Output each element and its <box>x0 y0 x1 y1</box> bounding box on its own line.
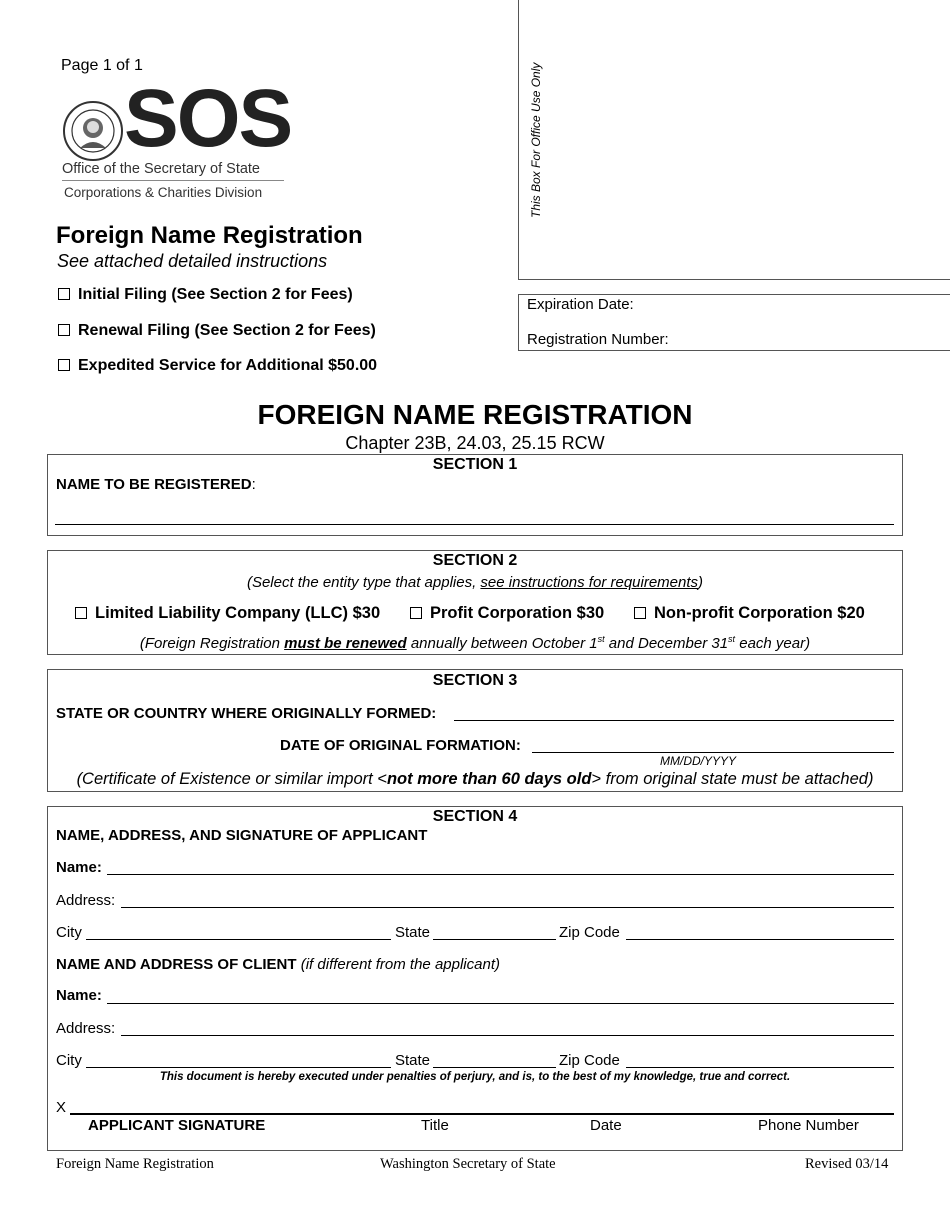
applicant-state-field[interactable] <box>433 939 556 940</box>
office-name: Office of the Secretary of State <box>62 161 261 177</box>
client-zip-field[interactable] <box>626 1067 894 1068</box>
sos-logo <box>62 73 292 206</box>
llc-option[interactable]: Limited Liability Company (LLC) $30 <box>75 604 380 623</box>
title-label: Title <box>421 1117 449 1134</box>
nonprofit-corp-checkbox[interactable] <box>634 607 646 619</box>
certificate-note: (Certificate of Existence or similar import <not more than 60 days old> from original state must be attached) <box>76 770 874 788</box>
client-city-label: City <box>56 1052 82 1069</box>
expiration-date-label: Expiration Date: <box>527 296 634 313</box>
client-address-field[interactable] <box>121 1035 894 1036</box>
form-subtitle: See attached detailed instructions <box>57 251 328 271</box>
renewal-note: (Foreign Registration must be renewed annually between October 1st and December 31st each year) <box>139 634 811 652</box>
applicant-state-label: State <box>395 924 431 941</box>
client-state-field[interactable] <box>433 1067 556 1068</box>
state-seal-icon <box>62 100 124 162</box>
initial-filing-checkbox[interactable] <box>58 288 70 300</box>
section-4-heading: SECTION 4 <box>432 808 518 825</box>
division-name: Corporations & Charities Division <box>64 185 263 200</box>
signature-x-mark: X <box>56 1099 67 1116</box>
footer-agency: Washington Secretary of State <box>380 1156 556 1172</box>
applicant-heading: NAME, ADDRESS, AND SIGNATURE OF APPLICANT <box>56 827 428 844</box>
applicant-zip-field[interactable] <box>626 939 894 940</box>
initial-filing-option[interactable]: Initial Filing (See Section 2 for Fees) <box>58 286 353 304</box>
date-label: Date <box>590 1117 622 1134</box>
footer-form-name: Foreign Name Registration <box>56 1156 214 1172</box>
llc-checkbox[interactable] <box>75 607 87 619</box>
formation-date-label: DATE OF ORIGINAL FORMATION: <box>280 737 521 754</box>
office-use-label: This Box For Office Use Only <box>529 62 543 218</box>
client-name-field[interactable] <box>107 1003 894 1004</box>
applicant-city-label: City <box>56 924 82 941</box>
state-formed-field[interactable] <box>454 720 894 721</box>
form-title: Foreign Name Registration <box>56 222 363 249</box>
applicant-name-field[interactable] <box>107 874 894 875</box>
phone-number-label: Phone Number <box>758 1117 859 1134</box>
applicant-city-field[interactable] <box>86 939 391 940</box>
main-subtitle: Chapter 23B, 24.03, 25.15 RCW <box>345 433 605 453</box>
applicant-signature-label: APPLICANT SIGNATURE <box>88 1117 266 1134</box>
office-use-box <box>518 0 950 280</box>
applicant-address-field[interactable] <box>121 907 894 908</box>
section-3-heading: SECTION 3 <box>432 672 518 689</box>
expedited-service-option[interactable]: Expedited Service for Additional $50.00 <box>58 357 377 375</box>
profit-corp-option[interactable]: Profit Corporation $30 <box>410 604 604 623</box>
formation-date-field[interactable] <box>532 752 894 753</box>
state-formed-label: STATE OR COUNTRY WHERE ORIGINALLY FORMED: <box>56 705 437 722</box>
client-heading: NAME AND ADDRESS OF CLIENT (if different from the applicant) <box>56 956 500 973</box>
main-title: FOREIGN NAME REGISTRATION <box>257 399 693 430</box>
client-state-label: State <box>395 1052 431 1069</box>
perjury-statement: This document is hereby executed under penalties of perjury, and is, to the best of my knowledge, true and correct. <box>159 1071 791 1083</box>
renewal-filing-option[interactable]: Renewal Filing (See Section 2 for Fees) <box>58 322 376 340</box>
applicant-address-label: Address: <box>56 892 116 909</box>
client-city-field[interactable] <box>86 1067 391 1068</box>
renewal-filing-checkbox[interactable] <box>58 324 70 336</box>
name-to-register-label: NAME TO BE REGISTERED: <box>56 476 256 493</box>
name-to-register-field[interactable] <box>55 524 894 525</box>
page-number: Page 1 of 1 <box>61 57 143 74</box>
entity-instructions: (Select the entity type that applies, see instructions for requirements) <box>246 574 704 591</box>
applicant-name-label: Name: <box>56 859 102 876</box>
section-1-heading: SECTION 1 <box>432 456 518 473</box>
signature-field[interactable] <box>70 1113 894 1115</box>
sos-letters: SOS <box>124 73 292 164</box>
date-format-hint: MM/DD/YYYY <box>660 754 737 768</box>
expedited-service-checkbox[interactable] <box>58 359 70 371</box>
client-zip-label: Zip Code <box>559 1052 620 1069</box>
applicant-zip-label: Zip Code <box>559 924 620 941</box>
instructions-link[interactable]: see instructions for requirements <box>480 574 699 591</box>
nonprofit-corp-option[interactable]: Non-profit Corporation $20 <box>634 604 865 623</box>
footer-revision: Revised 03/14 <box>805 1156 889 1172</box>
section-4 <box>47 806 903 1151</box>
client-address-label: Address: <box>56 1020 116 1037</box>
client-name-label: Name: <box>56 987 102 1004</box>
registration-number-label: Registration Number: <box>527 331 669 348</box>
section-2-heading: SECTION 2 <box>432 552 518 569</box>
profit-corp-checkbox[interactable] <box>410 607 422 619</box>
